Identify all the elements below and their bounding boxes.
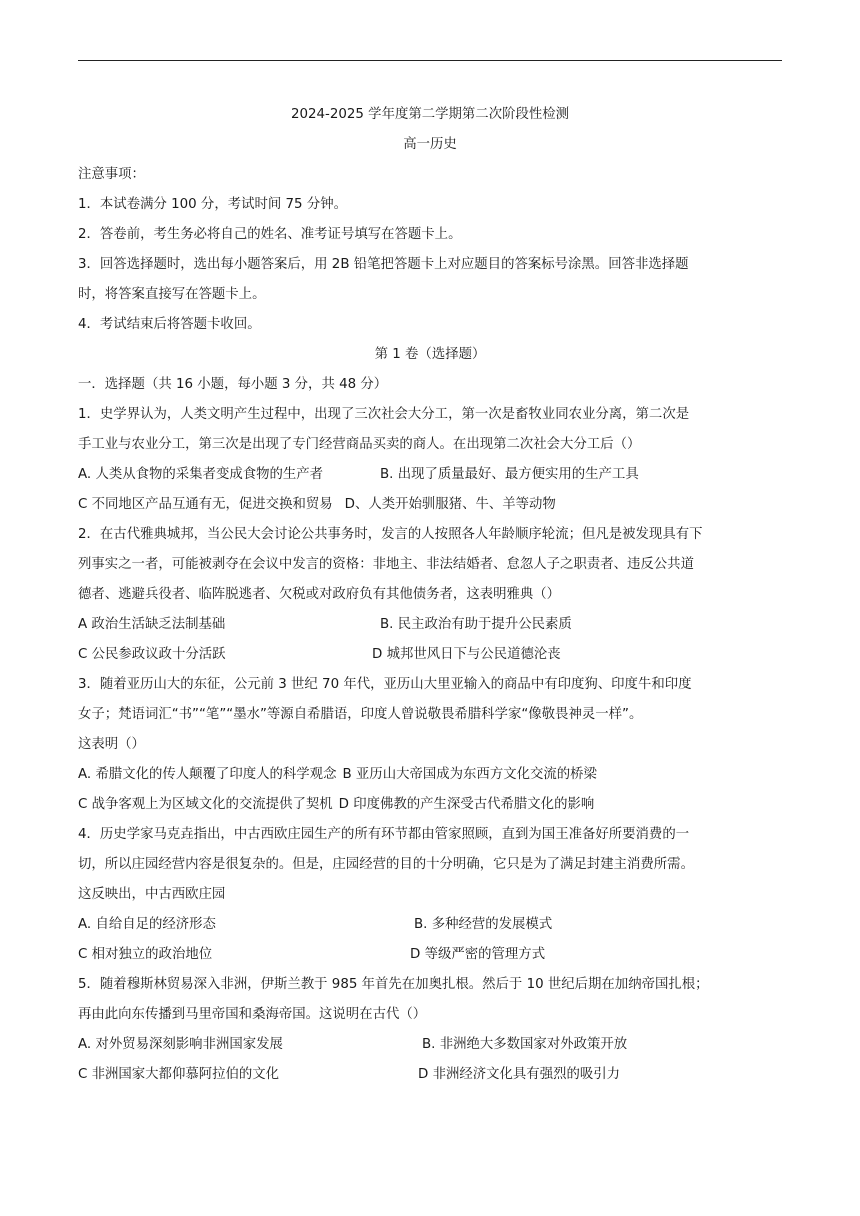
option-b: B. 多种经营的发展模式 xyxy=(414,917,553,932)
options-row xyxy=(78,610,782,640)
question-stem-line: 女子；梵语词汇“书”“笔”“墨水”等源自希腊语，印度人曾说敬畏希腊科学家“像敬畏神灵一样”。 xyxy=(78,707,643,722)
section-title: 一．选择题（共 16 小题，每小题 3 分，共 48 分） xyxy=(78,377,388,392)
options-row xyxy=(78,940,782,970)
options-row xyxy=(78,640,782,670)
question-stem-line: 德者、逃避兵役者、临阵脱逃者、欠税或对政府负有其他债务者，这表明雅典（） xyxy=(78,587,561,602)
question-stem-line: 这表明（） xyxy=(78,737,145,752)
question-4 xyxy=(78,820,782,970)
question-2 xyxy=(78,520,782,670)
notice-item: 3．回答选择题时，选出每小题答案后，用 2B 铅笔把答题卡上对应题目的答案标号涂黑。回答非选择题 xyxy=(78,257,689,272)
part-title: 第 1 卷（选择题） xyxy=(374,347,486,362)
question-stem-line: 3．随着亚历山大的东征，公元前 3 世纪 70 年代，亚历山大里亚输入的商品中有印度狗、印度牛和印度 xyxy=(78,677,692,692)
option-a: A. 对外贸易深刻影响非洲国家发展 xyxy=(78,1037,283,1052)
header-rule xyxy=(78,60,782,61)
question-stem-line: 5．随着穆斯林贸易深入非洲，伊斯兰教于 985 年首先在加奥扎根。然后于 10 世纪后期在加纳帝国扎根； xyxy=(78,977,709,992)
options-row xyxy=(78,910,782,940)
options-row xyxy=(78,1030,782,1060)
options-row xyxy=(78,790,782,820)
notice-item: 1．本试卷满分 100 分，考试时间 75 分钟。 xyxy=(78,197,348,212)
option-d: D 印度佛教的产生深受古代希腊文化的影响 xyxy=(338,797,595,812)
option-c: C 战争客观上为区域文化的交流提供了契机 xyxy=(78,797,333,812)
question-stem-line: 再由此向东传播到马里帝国和桑海帝国。这说明在古代（） xyxy=(78,1007,427,1022)
question-stem-line: 列事实之一者，可能被剥夺在会议中发言的资格：非地主、非法结婚者、怠忽人子之职责者、违反公共道 xyxy=(78,557,694,572)
option-a: A 政治生活缺乏法制基础 xyxy=(78,617,226,632)
option-b: B. 民主政治有助于提升公民素质 xyxy=(380,617,572,632)
option-d: D 非洲经济文化具有强烈的吸引力 xyxy=(418,1067,621,1082)
question-stem-line: 2．在古代雅典城邦，当公民大会讨论公共事务时，发言的人按照各人年龄顺序轮流；但凡是被发现具有下 xyxy=(78,527,703,542)
option-c: C 不同地区产品互通有无，促进交换和贸易 xyxy=(78,497,333,512)
option-c: C 相对独立的政治地位 xyxy=(78,947,213,962)
options-row xyxy=(78,490,782,520)
option-d: D 城邦世风日下与公民道德沦丧 xyxy=(372,647,561,662)
question-stem-line: 手工业与农业分工，第三次是出现了专门经营商品买卖的商人。在出现第二次社会大分工后（） xyxy=(78,437,641,452)
options-row xyxy=(78,760,782,790)
option-a: A. 自给自足的经济形态 xyxy=(78,917,216,932)
option-b: B. 出现了质量最好、最方便实用的生产工具 xyxy=(380,467,639,482)
question-3 xyxy=(78,670,782,820)
option-c: C 非洲国家大都仰慕阿拉伯的文化 xyxy=(78,1067,280,1082)
question-stem-line: 切，所以庄园经营内容是很复杂的。但是，庄园经营的目的十分明确，它只是为了满足封建主消费所需。 xyxy=(78,857,694,872)
option-d: D 等级严密的管理方式 xyxy=(410,947,546,962)
notice-item: 4．考试结束后将答题卡收回。 xyxy=(78,317,261,332)
option-b: B. 非洲绝大多数国家对外政策开放 xyxy=(422,1037,628,1052)
question-stem-line: 这反映出，中古西欧庄园 xyxy=(78,887,226,902)
option-c: C 公民参政议政十分活跃 xyxy=(78,647,226,662)
option-b: B 亚历山大帝国成为东西方文化交流的桥梁 xyxy=(342,767,597,782)
option-a: A. 希腊文化的传人颠覆了印度人的科学观念 xyxy=(78,767,337,782)
option-a: A. 人类从食物的采集者变成食物的生产者 xyxy=(78,467,324,482)
question-stem-line: 4．历史学家马克垚指出，中古西欧庄园生产的所有环节都由管家照顾，直到为国王准备好所要消费的一 xyxy=(78,827,690,842)
exam-title: 2024-2025 学年度第二学期第二次阶段性检测 xyxy=(290,107,570,122)
notice-heading: 注意事项： xyxy=(78,167,145,182)
exam-content xyxy=(78,100,782,1090)
options-row xyxy=(78,460,782,490)
exam-subject: 高一历史 xyxy=(403,137,457,152)
options-row xyxy=(78,1060,782,1090)
notice-item: 2．答卷前，考生务必将自己的姓名、准考证号填写在答题卡上。 xyxy=(78,227,462,242)
question-stem-line: 1．史学界认为，人类文明产生过程中，出现了三次社会大分工，第一次是畜牧业同农业分离，第二次是 xyxy=(78,407,690,422)
question-5 xyxy=(78,970,782,1090)
question-1 xyxy=(78,400,782,520)
option-d: D、人类开始驯服猪、牛、羊等动物 xyxy=(344,497,556,512)
notice-item: 时，将答案直接写在答题卡上。 xyxy=(78,287,266,302)
